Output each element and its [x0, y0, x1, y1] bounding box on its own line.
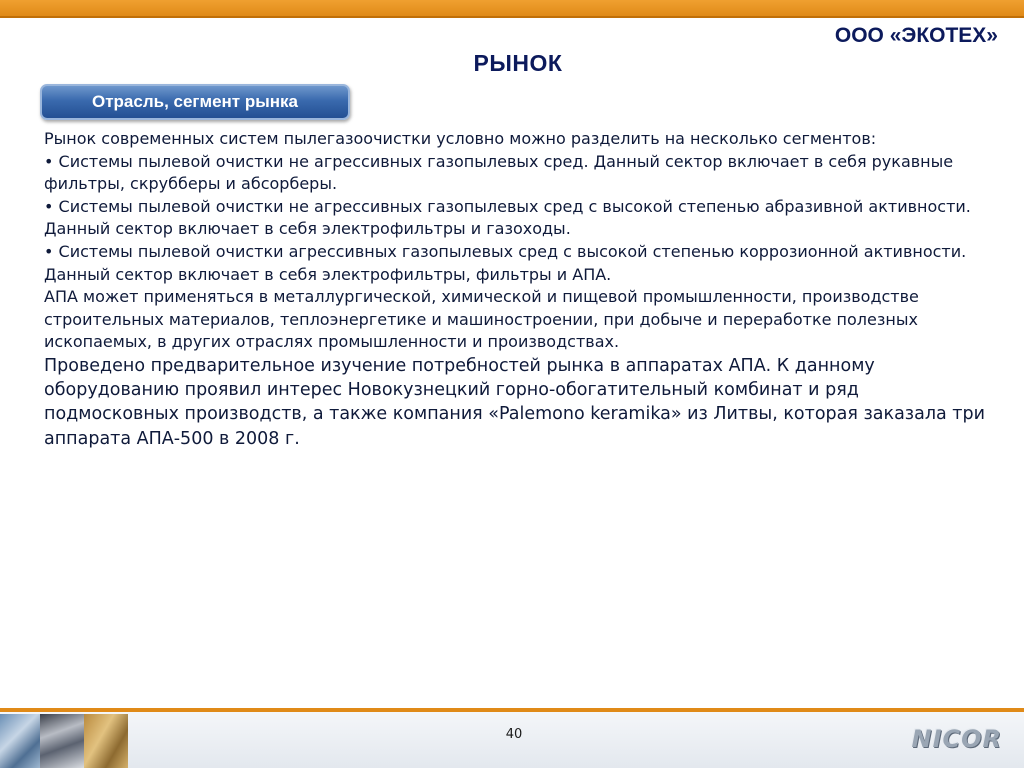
industrial-photo-1: [0, 714, 40, 768]
industrial-photo-2: [40, 714, 84, 768]
page-number: 40: [505, 727, 523, 742]
footer-photo-strip: [0, 714, 128, 768]
bullet-item: • Системы пылевой очистки агрессивных газопылевых сред с высокой степенью коррозионной активности. Данный сектор включает в себя электрофильтры, фильтры и АПА.: [44, 241, 994, 286]
industrial-photo-3: [84, 714, 128, 768]
nicor-logo: NICOR: [911, 725, 1002, 753]
bullet-item: • Системы пылевой очистки не агрессивных газопылевых сред. Данный сектор включает в себя рукавные фильтры, скрубберы и абсорберы.: [44, 151, 994, 196]
top-accent-bar: [0, 0, 1024, 18]
intro-paragraph: Рынок современных систем пылегазоочистки условно можно разделить на несколько сегментов:: [44, 129, 877, 148]
company-name: ООО «ЭКОТЕХ»: [834, 24, 998, 47]
research-paragraph: Проведено предварительное изучение потребностей рынка в аппаратах АПА. К данному оборудованию проявил интерес Новокузнецкий горно-обогатительный комбинат и ряд подмосковных производств, а также компания «Palemono keramika» из Литвы, которая заказала три аппарата АПА-500 в 2008 г.: [44, 355, 985, 449]
application-paragraph: АПА может применяться в металлургической, химической и пищевой промышленности, производстве строительных материалов, теплоэнергетике и машиностроении, при добыче и переработке полезных ископаемых, в других отраслях промышленности и производствах.: [44, 287, 919, 352]
page-title: РЫНОК: [473, 50, 563, 76]
section-label: Отрасль, сегмент рынка: [40, 84, 350, 120]
slide-body: [44, 128, 994, 451]
bullet-item: • Системы пылевой очистки не агрессивных газопылевых сред с высокой степенью абразивной активности. Данный сектор включает в себя электрофильтры и газоходы.: [44, 196, 994, 241]
